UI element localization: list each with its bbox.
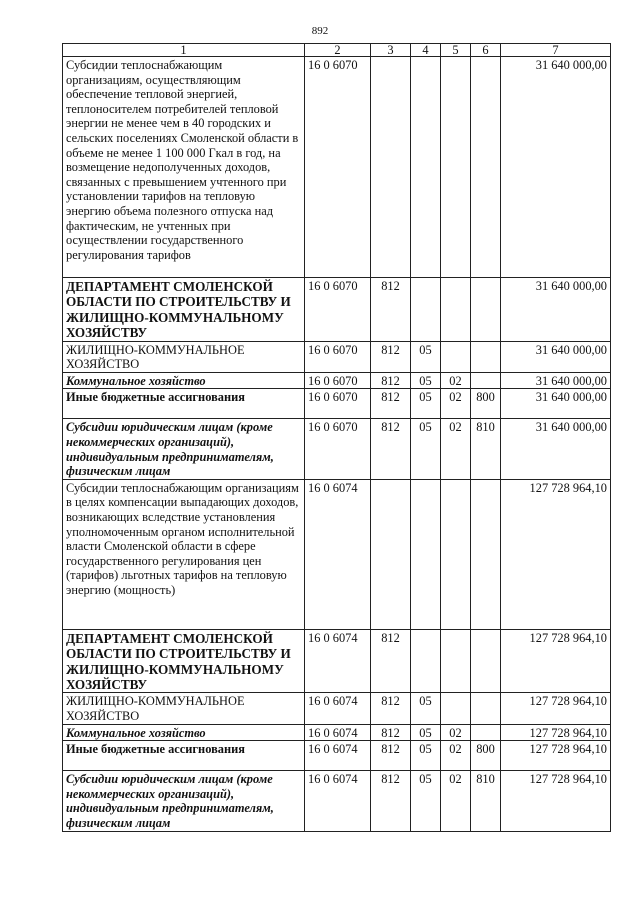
row-section-cell <box>411 479 441 629</box>
row-name-cell: Субсидии юридическим лицам (кроме некоммерческих организаций), индивидуальным предпринимателям, физическим лицам <box>63 771 305 831</box>
row-type-cell <box>471 278 501 342</box>
header-col-6: 6 <box>471 44 501 57</box>
row-amount-cell: 31 640 000,00 <box>501 341 611 372</box>
row-section-cell: 05 <box>411 771 441 831</box>
row-code-cell: 16 0 6074 <box>305 629 371 693</box>
row-code-cell: 16 0 6074 <box>305 693 371 724</box>
header-col-1: 1 <box>63 44 305 57</box>
row-section-cell <box>411 629 441 693</box>
row-grbs-cell: 812 <box>371 724 411 741</box>
row-code-cell: 16 0 6070 <box>305 341 371 372</box>
row-amount-cell: 127 728 964,10 <box>501 771 611 831</box>
row-code-cell: 16 0 6074 <box>305 771 371 831</box>
row-amount-cell: 127 728 964,10 <box>501 693 611 724</box>
row-section-cell <box>411 278 441 342</box>
row-section-cell: 05 <box>411 693 441 724</box>
table-row <box>63 771 611 831</box>
budget-table <box>62 43 611 832</box>
row-name-cell: ДЕПАРТАМЕНТ СМОЛЕНСКОЙ ОБЛАСТИ ПО СТРОИТЕЛЬСТВУ И ЖИЛИЩНО-КОММУНАЛЬНОМУ ХОЗЯЙСТВУ <box>63 278 305 342</box>
row-type-cell <box>471 372 501 389</box>
table-row <box>63 629 611 693</box>
row-subsection-cell: 02 <box>441 419 471 479</box>
row-name-cell: ЖИЛИЩНО-КОММУНАЛЬНОЕ ХОЗЯЙСТВО <box>63 341 305 372</box>
header-col-5: 5 <box>441 44 471 57</box>
row-name-cell: Коммунальное хозяйство <box>63 372 305 389</box>
row-type-cell: 800 <box>471 389 501 419</box>
row-section-cell: 05 <box>411 741 441 771</box>
row-subsection-cell: 02 <box>441 771 471 831</box>
row-grbs-cell: 812 <box>371 741 411 771</box>
row-grbs-cell <box>371 479 411 629</box>
row-subsection-cell: 02 <box>441 724 471 741</box>
table-body <box>63 44 611 832</box>
table-row <box>63 389 611 419</box>
row-section-cell: 05 <box>411 341 441 372</box>
row-code-cell: 16 0 6074 <box>305 741 371 771</box>
table-row <box>63 724 611 741</box>
table-row <box>63 479 611 629</box>
row-amount-cell: 127 728 964,10 <box>501 741 611 771</box>
row-section-cell <box>411 57 441 278</box>
row-grbs-cell: 812 <box>371 419 411 479</box>
header-col-2: 2 <box>305 44 371 57</box>
row-subsection-cell <box>441 693 471 724</box>
row-grbs-cell: 812 <box>371 389 411 419</box>
row-name-cell: Субсидии юридическим лицам (кроме некоммерческих организаций), индивидуальным предпринимателям, физическим лицам <box>63 419 305 479</box>
row-code-cell: 16 0 6074 <box>305 724 371 741</box>
table-row <box>63 372 611 389</box>
row-section-cell: 05 <box>411 419 441 479</box>
row-name-cell: Субсидии теплоснабжающим организациям, осуществляющим обеспечение тепловой энергией, теплоносителем потребителей тепловой энергии не менее чем в 40 городских и сельских поселениях Смоленской области в объеме не менее 1 100 000 Гкал в год, на возмещение недополученных доходов, связанных с превышением учтенного при установлении тарифов на тепловую энергию объема полезного отпуска над фактическим, не учтенных при осуществлении государственного регулирования тарифов <box>63 57 305 278</box>
row-name-cell: ЖИЛИЩНО-КОММУНАЛЬНОЕ ХОЗЯЙСТВО <box>63 693 305 724</box>
row-amount-cell: 127 728 964,10 <box>501 629 611 693</box>
row-type-cell <box>471 629 501 693</box>
row-subsection-cell: 02 <box>441 389 471 419</box>
row-code-cell: 16 0 6070 <box>305 57 371 278</box>
row-amount-cell: 127 728 964,10 <box>501 724 611 741</box>
row-amount-cell: 127 728 964,10 <box>501 479 611 629</box>
row-name-cell: Иные бюджетные ассигнования <box>63 741 305 771</box>
row-type-cell: 810 <box>471 419 501 479</box>
row-subsection-cell <box>441 629 471 693</box>
header-col-3: 3 <box>371 44 411 57</box>
row-type-cell <box>471 57 501 278</box>
row-amount-cell: 31 640 000,00 <box>501 419 611 479</box>
table-row <box>63 278 611 342</box>
row-name-cell: Иные бюджетные ассигнования <box>63 389 305 419</box>
row-name-cell: Субсидии теплоснабжающим организациям в целях компенсации выпадающих доходов, возникающих вследствие установления уполномоченным органом исполнительной власти Смоленской области в сфере государственного регулирования цен (тарифов) льготных тарифов на тепловую энергию (мощность) <box>63 479 305 629</box>
table-row <box>63 741 611 771</box>
row-section-cell: 05 <box>411 372 441 389</box>
table-row <box>63 693 611 724</box>
row-type-cell <box>471 724 501 741</box>
row-grbs-cell: 812 <box>371 771 411 831</box>
row-type-cell <box>471 479 501 629</box>
row-type-cell <box>471 341 501 372</box>
header-col-4: 4 <box>411 44 441 57</box>
row-grbs-cell: 812 <box>371 341 411 372</box>
row-grbs-cell: 812 <box>371 278 411 342</box>
row-code-cell: 16 0 6070 <box>305 278 371 342</box>
row-code-cell: 16 0 6074 <box>305 479 371 629</box>
table-row <box>63 341 611 372</box>
row-section-cell: 05 <box>411 724 441 741</box>
row-subsection-cell <box>441 479 471 629</box>
table-header-row <box>63 44 611 57</box>
header-col-7: 7 <box>501 44 611 57</box>
table-row <box>63 419 611 479</box>
row-type-cell: 810 <box>471 771 501 831</box>
row-amount-cell: 31 640 000,00 <box>501 278 611 342</box>
row-code-cell: 16 0 6070 <box>305 389 371 419</box>
row-grbs-cell <box>371 57 411 278</box>
row-code-cell: 16 0 6070 <box>305 372 371 389</box>
table-row <box>63 57 611 278</box>
row-grbs-cell: 812 <box>371 629 411 693</box>
row-subsection-cell <box>441 278 471 342</box>
row-section-cell: 05 <box>411 389 441 419</box>
row-subsection-cell <box>441 57 471 278</box>
row-amount-cell: 31 640 000,00 <box>501 389 611 419</box>
row-amount-cell: 31 640 000,00 <box>501 372 611 389</box>
row-name-cell: Коммунальное хозяйство <box>63 724 305 741</box>
row-type-cell <box>471 693 501 724</box>
page-number: 892 <box>311 25 329 37</box>
row-subsection-cell: 02 <box>441 372 471 389</box>
row-subsection-cell <box>441 341 471 372</box>
row-code-cell: 16 0 6070 <box>305 419 371 479</box>
row-grbs-cell: 812 <box>371 372 411 389</box>
row-grbs-cell: 812 <box>371 693 411 724</box>
row-subsection-cell: 02 <box>441 741 471 771</box>
row-amount-cell: 31 640 000,00 <box>501 57 611 278</box>
row-type-cell: 800 <box>471 741 501 771</box>
row-name-cell: ДЕПАРТАМЕНТ СМОЛЕНСКОЙ ОБЛАСТИ ПО СТРОИТЕЛЬСТВУ И ЖИЛИЩНО-КОММУНАЛЬНОМУ ХОЗЯЙСТВУ <box>63 629 305 693</box>
